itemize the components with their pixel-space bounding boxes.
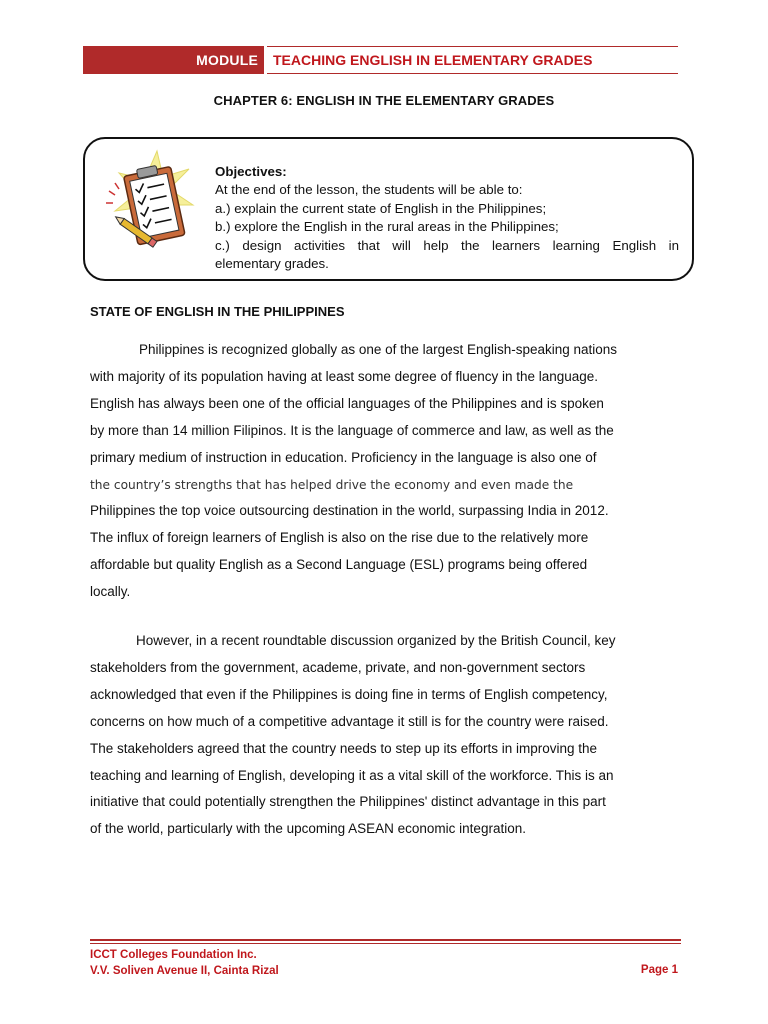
- text-line: initiative that could potentially strengthen the Philippines' distinct advantage in this part: [90, 794, 606, 810]
- clipboard-checklist-icon: [105, 149, 195, 259]
- section-title: STATE OF ENGLISH IN THE PHILIPPINES: [90, 304, 345, 319]
- objectives-box: [83, 137, 694, 281]
- module-title: TEACHING ENGLISH IN ELEMENTARY GRADES: [267, 46, 678, 74]
- text-line: However, in a recent roundtable discussion organized by the British Council, key: [136, 633, 616, 648]
- text-line: of the world, particularly with the upcoming ASEAN economic integration.: [90, 821, 526, 837]
- objectives-heading: Objectives:: [215, 164, 287, 179]
- footer-org-name: ICCT Colleges Foundation Inc.: [90, 949, 257, 961]
- objectives-intro: At the end of the lesson, the students will be able to:: [215, 182, 523, 198]
- footer-rule-thin: [90, 943, 681, 944]
- text-line: English has always been one of the official languages of the Philippines and is spoken: [90, 395, 604, 411]
- chapter-title: CHAPTER 6: ENGLISH IN THE ELEMENTARY GRADES: [213, 93, 555, 108]
- module-tag: MODULE: [83, 46, 264, 74]
- module-header: [83, 46, 678, 74]
- page-number: Page 1: [640, 964, 678, 976]
- text-line: acknowledged that even if the Philippines is doing fine in terms of English competency,: [90, 686, 608, 702]
- footer-rule: [90, 939, 681, 941]
- text-line: The influx of foreign learners of English is also on the rise due to the relatively more: [90, 530, 589, 546]
- footer-address: V.V. Soliven Avenue II, Cainta Rizal: [90, 964, 279, 977]
- text-line: Philippines the top voice outsourcing destination in the world, surpassing India in 2012.: [90, 503, 609, 519]
- text-line: the country’s strengths that has helped drive the economy and even made the: [90, 477, 574, 492]
- text-line: locally.: [90, 584, 131, 600]
- text-line: stakeholders from the government, academe, private, and non-government sectors: [90, 659, 586, 675]
- objective-item: c.) design activities that will help the learners learning English in: [215, 237, 679, 253]
- objective-item: a.) explain the current state of English in the Philippines;: [215, 200, 547, 216]
- text-line: teaching and learning of English, developing it as a vital skill of the workforce. This is an: [90, 767, 614, 783]
- text-line: with majority of its population having at least some degree of fluency in the language.: [90, 368, 599, 384]
- objective-item: elementary grades.: [215, 256, 329, 272]
- text-line: by more than 14 million Filipinos. It is the language of commerce and law, as well as the: [90, 422, 614, 438]
- text-line: The stakeholders agreed that the country needs to step up its efforts in improving the: [90, 740, 598, 756]
- objective-item: b.) explore the English in the rural areas in the Philippines;: [215, 219, 559, 235]
- text-line: Philippines is recognized globally as one of the largest English-speaking nations: [139, 342, 618, 357]
- paragraph-1: [90, 337, 678, 606]
- paragraph-2: [90, 628, 678, 843]
- text-line: affordable but quality English as a Second Language (ESL) programs being offered: [90, 557, 588, 573]
- objectives-text: [215, 163, 679, 273]
- footer-org: [90, 948, 279, 979]
- text-line: primary medium of instruction in education. Proficiency in the language is also one of: [90, 449, 597, 465]
- text-line: concerns on how much of a competitive advantage it still is for the country were raised.: [90, 713, 609, 729]
